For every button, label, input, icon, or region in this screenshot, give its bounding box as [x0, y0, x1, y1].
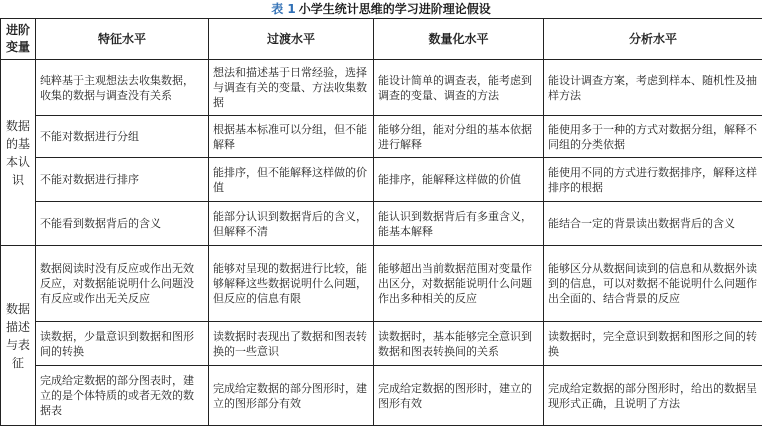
table-cell: 读数据，少量意识到数据和图形间的转换 — [36, 322, 209, 366]
table-title: 小学生统计思维的学习进阶理论假设 — [298, 2, 491, 16]
table-row — [1, 158, 762, 202]
table-cell: 能排序，能解释这样做的价值 — [374, 158, 544, 202]
table-cell: 能设计简单的调查表，能考虑到调查的变量、调查的方法 — [374, 60, 544, 116]
table-row — [1, 202, 762, 246]
table-cell: 能结合一定的背景读出数据背后的含义 — [544, 202, 762, 246]
table-row — [1, 60, 762, 116]
table-cell: 能够区分从数据间读到的信息和从数据外读到的信息，可以对数据不能说明什么问题作出全面的、结合背景的反应 — [544, 246, 762, 322]
table-cell: 数据阅读时没有反应或作出无效反应，对数据能说明什么问题没有反应或作出无关反应 — [36, 246, 209, 322]
header-transition-level: 过渡水平 — [209, 19, 374, 60]
header-feature-level: 特征水平 — [36, 19, 209, 60]
table-cell: 读数据时，基本能够完全意识到数据和图表转换间的关系 — [374, 322, 544, 366]
progression-table — [0, 18, 762, 426]
table-caption — [0, 0, 762, 18]
table-cell: 完成给定数据的部分图形时，给出的数据呈现形式正确，且说明了方法 — [544, 366, 762, 426]
group-variable-basic: 数据的基本认识 — [1, 60, 36, 246]
table-cell: 想法和描述基于日常经验，选择与调查有关的变量、方法收集数据 — [209, 60, 374, 116]
table-cell: 不能对数据进行分组 — [36, 116, 209, 158]
table-cell: 纯粹基于主观想法去收集数据，收集的数据与调查没有关系 — [36, 60, 209, 116]
table-cell: 不能看到数据背后的含义 — [36, 202, 209, 246]
table-cell: 能认识到数据背后有多重含义，能基本解释 — [374, 202, 544, 246]
table-cell: 能排序，但不能解释这样做的价值 — [209, 158, 374, 202]
table-cell: 能够超出当前数据范围对变量作出区分，对数据能说明什么问题作出多种相关的反应 — [374, 246, 544, 322]
table-cell: 完成给定数据的部分图表时，建立的是个体特质的或者无效的数据表 — [36, 366, 209, 426]
table-cell: 能设计调查方案，考虑到样本、随机性及抽样方法 — [544, 60, 762, 116]
table-cell: 读数据时表现出了数据和图表转换的一些意识 — [209, 322, 374, 366]
table-row — [1, 322, 762, 366]
table-cell: 完成给定数据的图形时，建立的图形有效 — [374, 366, 544, 426]
header-quantitative-level: 数量化水平 — [374, 19, 544, 60]
header-analysis-level: 分析水平 — [544, 19, 762, 60]
table-cell: 读数据时，完全意识到数据和图形之间的转换 — [544, 322, 762, 366]
header-row — [1, 19, 762, 60]
table-cell: 能够分组，能对分组的基本依据进行解释 — [374, 116, 544, 158]
table-cell: 不能对数据进行排序 — [36, 158, 209, 202]
table-row — [1, 116, 762, 158]
table-cell: 完成给定数据的部分图形时，建立的图形部分有效 — [209, 366, 374, 426]
group-variable-description: 数据描述与表征 — [1, 246, 36, 426]
table-row — [1, 366, 762, 426]
table-number: 表 1 — [271, 2, 296, 16]
table-cell: 能部分认识到数据背后的含义，但解释不清 — [209, 202, 374, 246]
table-cell: 根据基本标准可以分组，但不能解释 — [209, 116, 374, 158]
header-variable: 进阶变量 — [1, 19, 36, 60]
table-cell: 能使用不同的方式进行数据排序，解释这样排序的根据 — [544, 158, 762, 202]
table-row — [1, 246, 762, 322]
table-cell: 能使用多于一种的方式对数据分组，解释不同组的分类依据 — [544, 116, 762, 158]
table-cell: 能够对呈现的数据进行比较，能够解释这些数据说明什么问题，但反应的信息有限 — [209, 246, 374, 322]
